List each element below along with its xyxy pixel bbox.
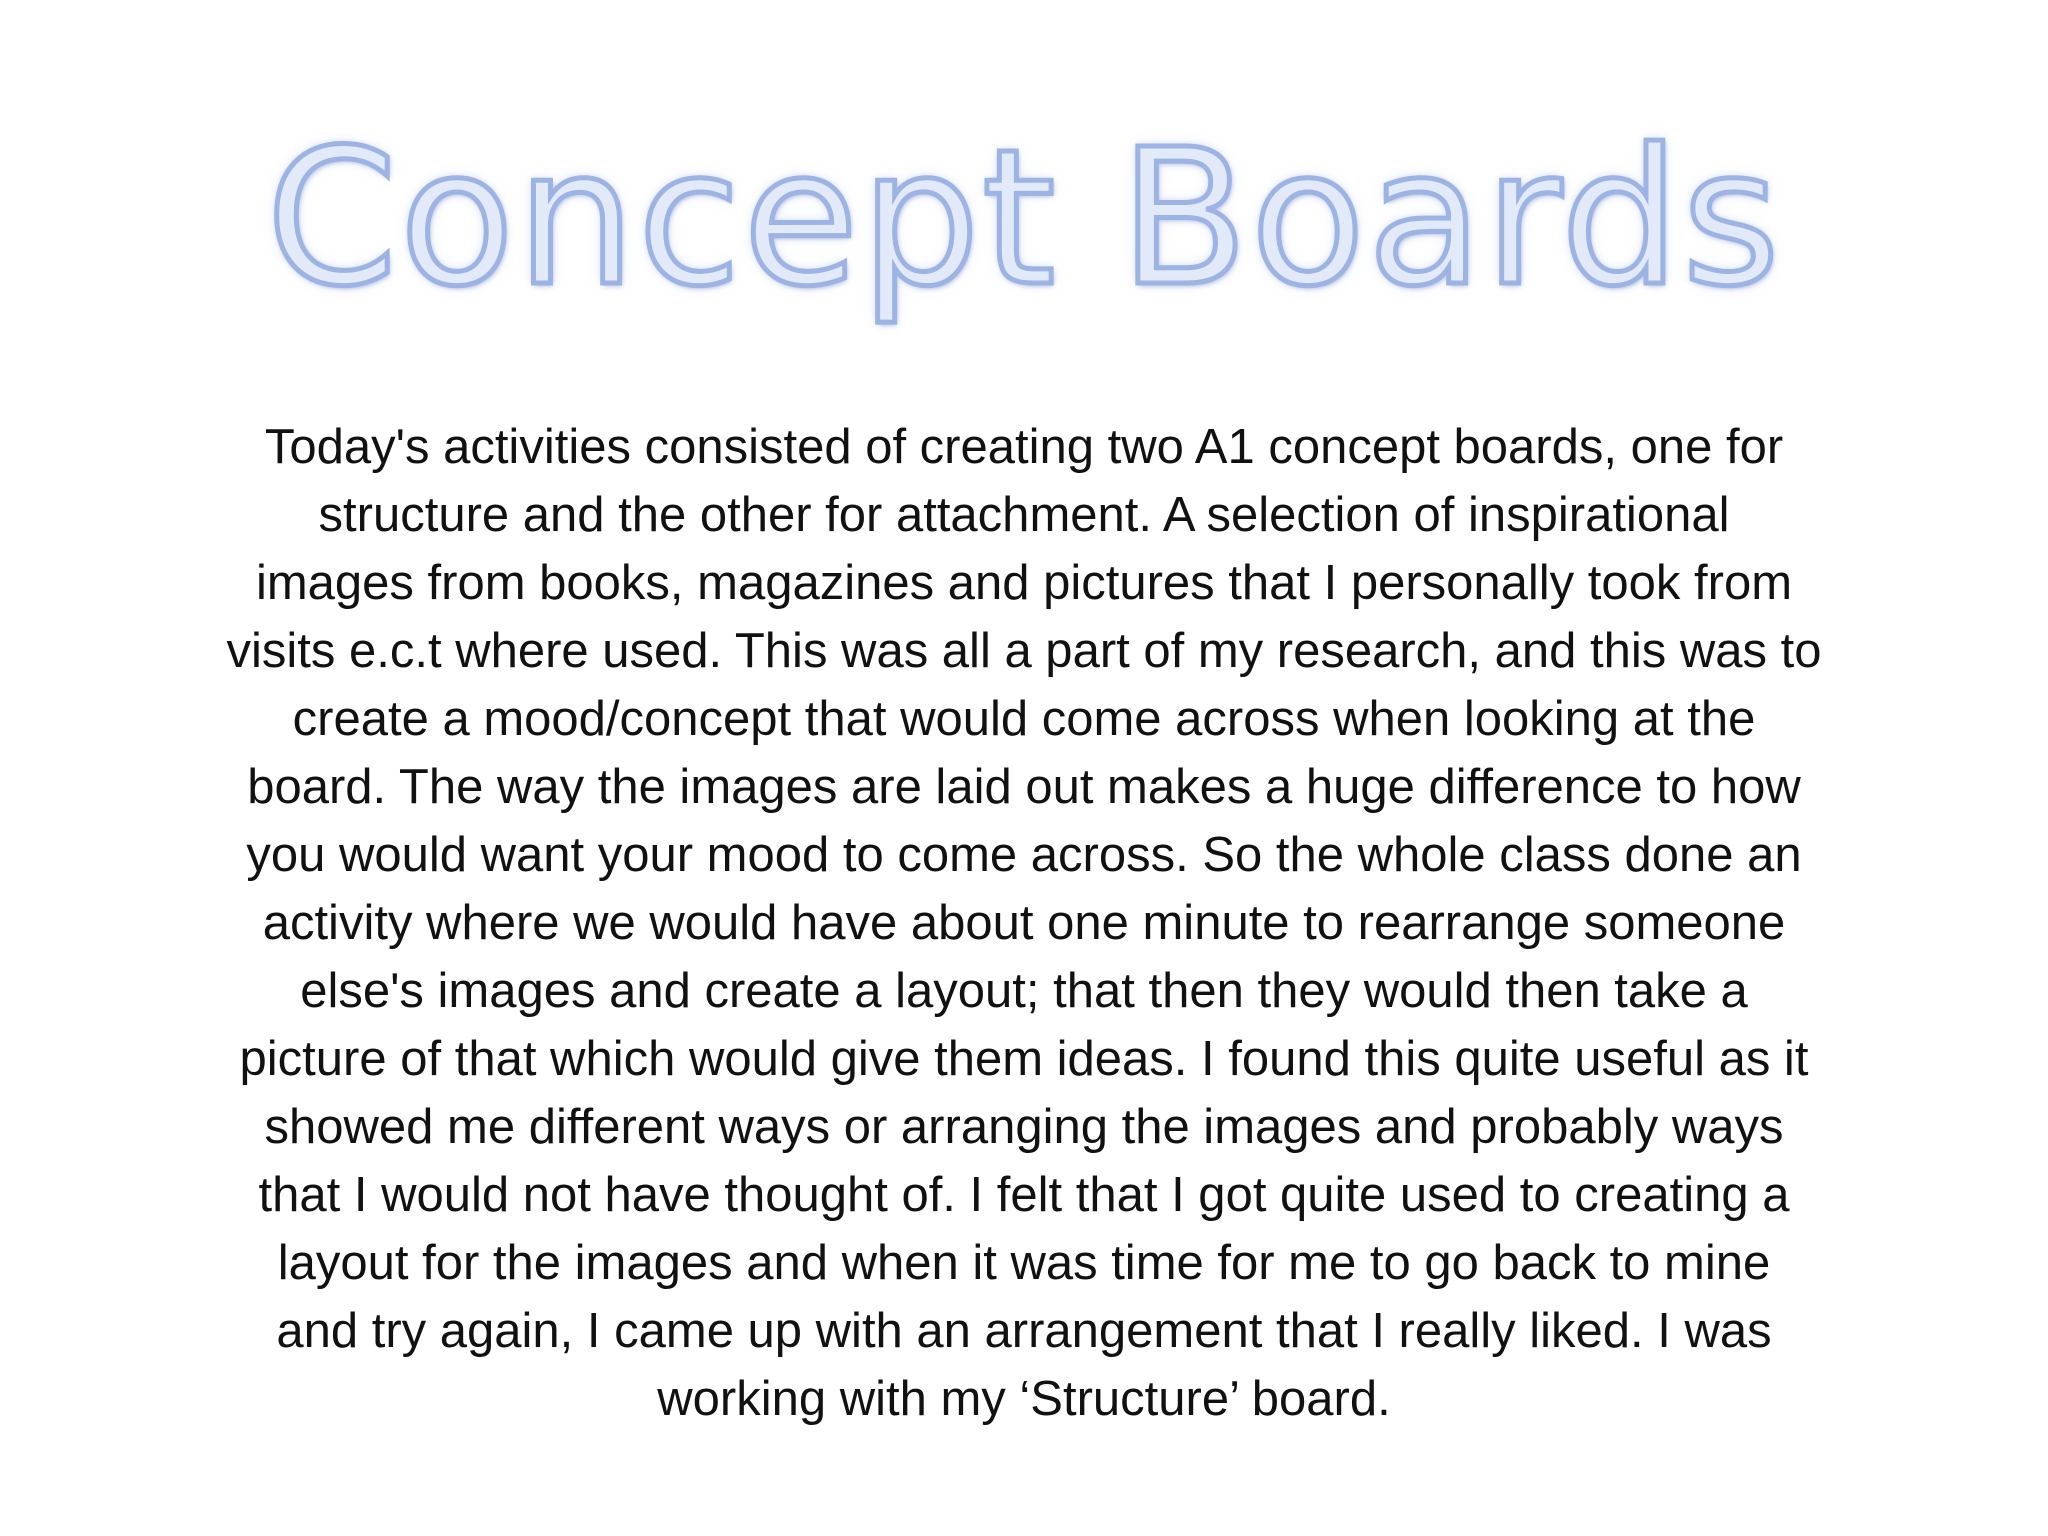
slide-title: Concept Boards: [266, 109, 1782, 328]
slide-body-text: Today's activities consisted of creating two A1 concept boards, one for structure and the other for attachment. A selection of inspirational images from books, magazines and pictures that I personally took from visits e.c.t where used. This was all a part of my research, and this was to create a mood/concept that would come across when looking at the board. The way the images are laid out makes a huge difference to how you would want your mood to come across. So the whole class done an activity where we would have about one minute to rearrange someone else's images and create a layout; that then they would then take a picture of that which would give them ideas. I found this quite useful as it showed me different ways or arranging the images and probably ways that I would not have thought of. I felt that I got quite used to creating a layout for the images and when it was time for me to go back to mine and try again, I came up with an arrangement that I really liked. I was working with my ‘Structure’ board.: [226, 420, 1822, 1426]
